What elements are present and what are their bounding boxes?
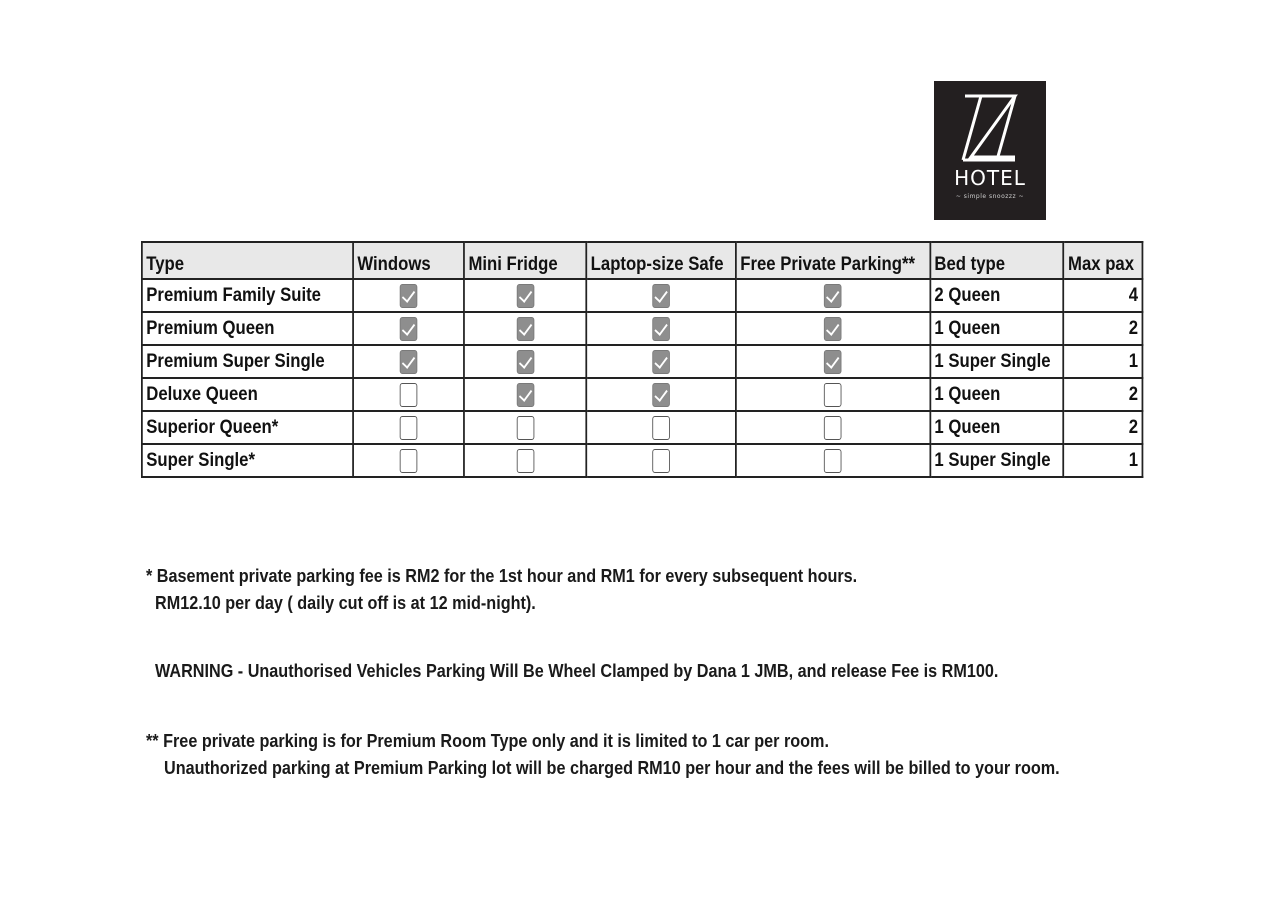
laptop-safe-cell xyxy=(586,378,736,411)
table-row xyxy=(142,279,1143,312)
laptop-safe-cell xyxy=(586,444,736,477)
clamping-warning: WARNING - Unauthorised Vehicles Parking Will Be Wheel Clamped by Dana 1 JMB, and release Fee is RM100. xyxy=(155,661,999,681)
bed-type-cell: 2 Queen xyxy=(930,279,1064,312)
checked-box-icon xyxy=(400,317,418,341)
checked-box-icon xyxy=(824,284,842,308)
room-type-cell: Deluxe Queen xyxy=(142,378,353,411)
max-pax-cell: 1 xyxy=(1064,345,1143,378)
table-row xyxy=(142,312,1143,345)
unchecked-box-icon xyxy=(400,416,418,440)
checked-box-icon xyxy=(652,383,670,407)
free-parking-cell xyxy=(736,378,930,411)
checked-box-icon xyxy=(652,284,670,308)
hotel-logo xyxy=(934,81,1046,220)
logo-tagline: ~ simple snoozzz ~ xyxy=(955,193,1025,200)
free-parking-cell xyxy=(736,279,930,312)
logo-wordmark: HOTEL xyxy=(954,166,1026,190)
unchecked-box-icon xyxy=(824,383,842,407)
unchecked-box-icon xyxy=(400,449,418,473)
free-parking-cell xyxy=(736,444,930,477)
max-pax-cell: 4 xyxy=(1064,279,1143,312)
checked-box-icon xyxy=(516,284,534,308)
laptop-safe-cell xyxy=(586,279,736,312)
mini-fridge-cell xyxy=(464,345,586,378)
windows-cell xyxy=(353,345,464,378)
windows-cell xyxy=(353,312,464,345)
header-free-parking: Free Private Parking** xyxy=(736,242,930,279)
max-pax-cell: 1 xyxy=(1064,444,1143,477)
room-types-table xyxy=(141,241,1143,478)
table-row xyxy=(142,345,1143,378)
bed-type-cell: 1 Super Single xyxy=(930,444,1064,477)
free-parking-cell xyxy=(736,312,930,345)
header-type: Type xyxy=(142,242,353,279)
checked-box-icon xyxy=(516,383,534,407)
mini-fridge-cell xyxy=(464,279,586,312)
free-parking-cell xyxy=(736,411,930,444)
header-bed-type: Bed type xyxy=(930,242,1064,279)
room-type-cell: Premium Queen xyxy=(142,312,353,345)
table-row xyxy=(142,378,1143,411)
unchecked-box-icon xyxy=(516,449,534,473)
table-row xyxy=(142,444,1143,477)
mini-fridge-cell xyxy=(464,378,586,411)
checked-box-icon xyxy=(824,350,842,374)
room-type-cell: Premium Super Single xyxy=(142,345,353,378)
laptop-safe-cell xyxy=(586,345,736,378)
unchecked-box-icon xyxy=(652,416,670,440)
checked-box-icon xyxy=(652,317,670,341)
bed-type-cell: 1 Super Single xyxy=(930,345,1064,378)
free-parking-note-line-1: ** Free private parking is for Premium Room Type only and it is limited to 1 car per room. xyxy=(146,731,829,751)
parking-fee-note-line-1: * Basement private parking fee is RM2 for the 1st hour and RM1 for every subsequent hours. xyxy=(146,566,858,586)
free-parking-cell xyxy=(736,345,930,378)
checked-box-icon xyxy=(652,350,670,374)
header-windows: Windows xyxy=(353,242,464,279)
header-mini-fridge: Mini Fridge xyxy=(464,242,586,279)
free-parking-note-line-2: Unauthorized parking at Premium Parking lot will be charged RM10 per hour and the fees will be billed to your room. xyxy=(164,758,1060,778)
unchecked-box-icon xyxy=(516,416,534,440)
mini-fridge-cell xyxy=(464,411,586,444)
room-type-cell: Premium Family Suite xyxy=(142,279,353,312)
header-max-pax: Max pax xyxy=(1064,242,1143,279)
parking-fee-note-line-2: RM12.10 per day ( daily cut off is at 12 mid-night). xyxy=(155,593,536,613)
max-pax-cell: 2 xyxy=(1064,312,1143,345)
checked-box-icon xyxy=(824,317,842,341)
checked-box-icon xyxy=(400,350,418,374)
room-type-cell: Super Single* xyxy=(142,444,353,477)
bed-type-cell: 1 Queen xyxy=(930,411,1064,444)
unchecked-box-icon xyxy=(400,383,418,407)
windows-cell xyxy=(353,411,464,444)
bed-type-cell: 1 Queen xyxy=(930,312,1064,345)
max-pax-cell: 2 xyxy=(1064,378,1143,411)
laptop-safe-cell xyxy=(586,411,736,444)
unchecked-box-icon xyxy=(824,449,842,473)
checked-box-icon xyxy=(516,317,534,341)
table-row xyxy=(142,411,1143,444)
header-laptop-safe: Laptop-size Safe xyxy=(586,242,736,279)
z-logo-icon xyxy=(961,93,1019,163)
checked-box-icon xyxy=(516,350,534,374)
laptop-safe-cell xyxy=(586,312,736,345)
checked-box-icon xyxy=(400,284,418,308)
table-header-row xyxy=(142,242,1143,279)
mini-fridge-cell xyxy=(464,312,586,345)
mini-fridge-cell xyxy=(464,444,586,477)
max-pax-cell: 2 xyxy=(1064,411,1143,444)
unchecked-box-icon xyxy=(824,416,842,440)
unchecked-box-icon xyxy=(652,449,670,473)
windows-cell xyxy=(353,279,464,312)
room-type-cell: Superior Queen* xyxy=(142,411,353,444)
windows-cell xyxy=(353,378,464,411)
bed-type-cell: 1 Queen xyxy=(930,378,1064,411)
windows-cell xyxy=(353,444,464,477)
